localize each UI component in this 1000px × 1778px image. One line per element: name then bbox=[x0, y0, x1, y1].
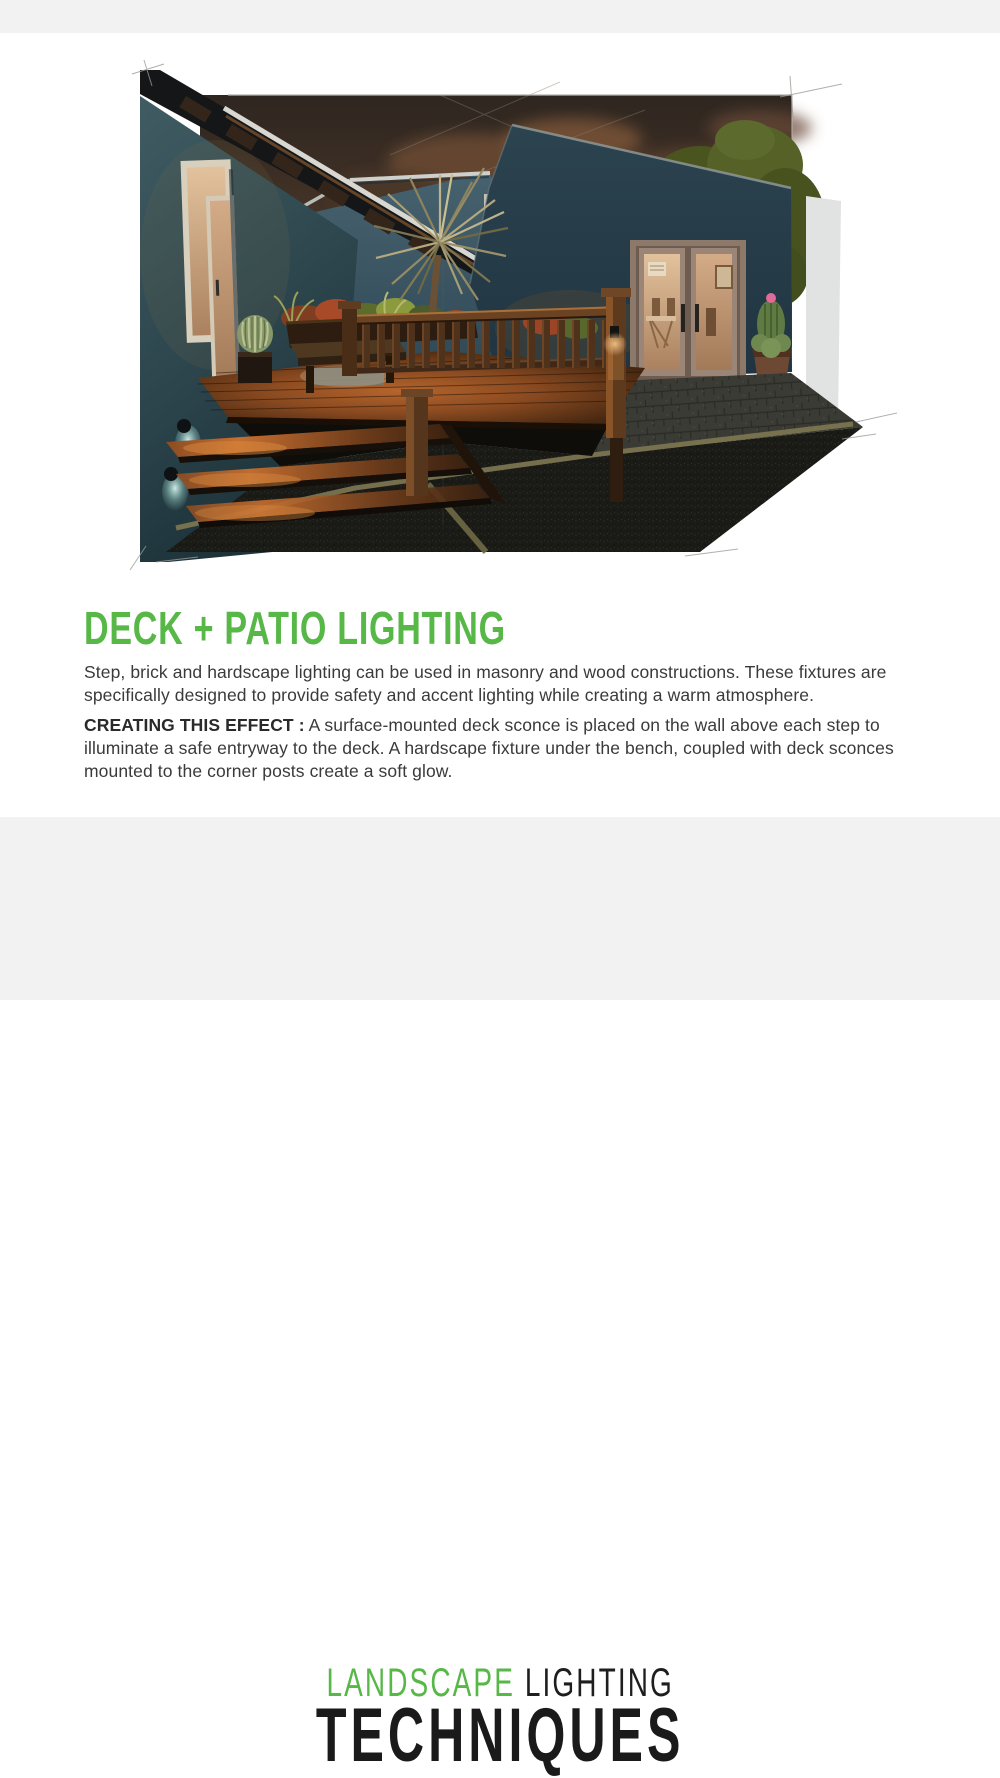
deck-rendering-illustration bbox=[140, 70, 863, 565]
door-handle-left bbox=[681, 304, 685, 332]
gray-wall-panel bbox=[806, 196, 841, 422]
french-doors bbox=[622, 240, 756, 388]
door-handle-right bbox=[695, 304, 699, 332]
series-title bbox=[0, 1693, 1000, 1778]
intro-paragraph: Step, brick and hardscape lighting can be used in masonry and wood constructions. These fixtures are specifically designed to provide safety and accent lighting while creating a warm atmosphere. bbox=[84, 662, 887, 705]
balusters bbox=[358, 320, 608, 368]
brand-word-lighting: LIGHTING bbox=[524, 1661, 674, 1705]
effect-paragraph bbox=[84, 714, 926, 783]
top-gray-band bbox=[0, 0, 1000, 33]
brand-word-landscape: LANDSCAPE bbox=[326, 1661, 515, 1705]
footer-band bbox=[0, 817, 1000, 1778]
cactus-flower bbox=[766, 293, 776, 303]
effect-label: CREATING THIS EFFECT : bbox=[84, 715, 305, 735]
deck-rendering-svg bbox=[140, 70, 863, 565]
door-handle bbox=[216, 280, 220, 296]
effect-text: A surface-mounted deck sconce is placed on the wall above each step to illuminate a safe entryway to the deck. A hardscape fixture under the bench, coupled with deck sconces mounted to the corner posts create a soft glow. bbox=[84, 715, 894, 781]
series-title-text: TECHNIQUES bbox=[315, 1693, 685, 1778]
page-title: DECK + PATIO LIGHTING bbox=[84, 602, 506, 654]
